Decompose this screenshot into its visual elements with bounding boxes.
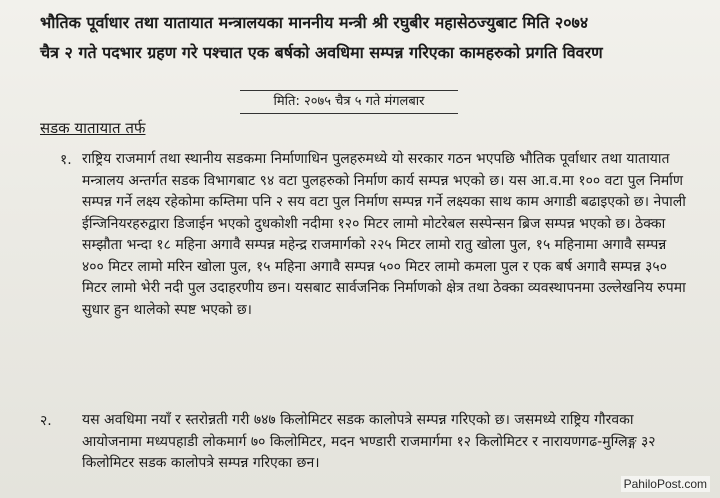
document-header — [40, 8, 680, 68]
item-paragraph: यस अवधिमा नयाँ र स्तरोन्नती गरी ७४७ किलोमिटर सडक कालोपत्रे सम्पन्न गरिएको छ। जसमध्ये राष्ट्रिय गौरवका आयोजनामा मध्यपहाडी लोकमार्ग ७० किलोमिटर, मदन भण्डारी राजमार्गमा १२ किलोमिटर र नारायणगढ-मुग्लिङ्ग ३२ किलोमिटर सडक कालोपत्रे सम्पन्न गरिएका छन। — [82, 412, 656, 471]
date-line: मिति: २०७५ चैत्र ५ गते मंगलबार — [240, 90, 458, 114]
item-number: १. — [60, 152, 72, 168]
item-number: २. — [40, 413, 52, 429]
watermark: PahiloPost.com — [621, 476, 710, 492]
section-title: सडक यातायात तर्फ — [40, 119, 146, 137]
item-paragraph: राष्ट्रिय राजमार्ग तथा स्थानीय सडकमा निर्माणाधिन पुलहरुमध्ये यो सरकार गठन भएपछि भौतिक पूर्वाधार तथा यातायात मन्त्रालय अन्तर्गत सडक विभागबाट ९४ वटा पुलहरुको निर्माण कार्य सम्पन्न भएको छ। यस आ.व.मा १०० वटा पुल निर्माण सम्पन्न गर्ने लक्ष्य रहेकोमा कम्तिमा पनि २ सय वटा पुल निर्माण सम्पन्न गर्ने लक्ष्यका साथ काम अगाडी बढाइएको छ। नेपाली ईन्जिनियरहरुद्वारा डिजाईन भएको दुधकोशी नदीमा १२० मिटर लामो मोटरेबल सस्पेन्सन ब्रिज सम्पन्न भएको छ। ठेक्का सम्झौता भन्दा १८ महिना अगावै सम्पन्न महेन्द्र राजमार्गको २२५ मिटर लामो रातु खोला पुल, १५ महिनामा अगावै सम्पन्न ४०० मिटर लामो मरिन खोला पुल, १५ महिना अगावै सम्पन्न ५०० मिटर लामो कमला पुल र एक बर्ष अगावै सम्पन्न ३५० मिटर लामो भेरी नदी पुल उदाहरणीय छन। यसबाट सार्वजनिक निर्माणको क्षेत्र तथा ठेक्का व्यवस्थापनमा उल्लेखनिय रुपमा सुधार हुन थालेको स्पष्ट भएको छ। — [82, 151, 686, 318]
header-line-1: भौतिक पूर्वाधार तथा यातायात मन्त्रालयका माननीय मन्त्री श्री रघुबीर महासेठज्युबाट मिति २०७४ — [40, 13, 589, 32]
header-line-2: चैत्र २ गते पदभार ग्रहण गरे पश्चात एक बर्षको अवधिमा सम्पन्न गरिएका कामहरुको प्रगति विवरण — [40, 43, 603, 62]
